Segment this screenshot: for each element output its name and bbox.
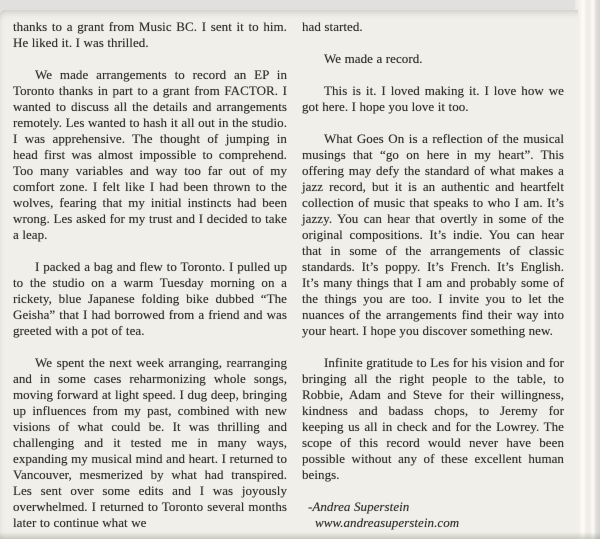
paragraph: What Goes On is a reflection of the musical musings that “go on here in my heart”. This offering may defy the standard of what makes a jazz record, but it is an authentic and heartfelt collection of music that speaks to who I am. It’s jazzy. You can hear that overtly in some of the original compositions. It’s indie. You can hear that in some of the arrangements of classic standards. It’s poppy. It’s French. It’s English. It’s many things that I am and probably some of the things you are too. I invite you to let the nuances of the arrangements find their way into your heart. I hope you discover something new.: [302, 131, 564, 338]
paragraph: We made arrangements to record an EP in Toronto thanks in part to a grant from FACTOR. I wanted to discuss all the details and arrangements remotely. Les wanted to hash it all out in the studio. I was apprehensive. The thought of jumping in head first was almost impossible to comprehend. Too many variables and way too far out of my comfort zone. I felt like I had been thrown to the wolves, fearing that my initial instincts had been wrong. Les asked for my trust and I decided to take a leap.: [13, 67, 287, 242]
right-column: [302, 19, 564, 539]
paragraph: thanks to a grant from Music BC. I sent it to him. He liked it. I was thrilled.: [13, 19, 287, 50]
signature-block: [302, 499, 564, 531]
booklet-page-fore-edge: [575, 0, 600, 539]
left-column: [13, 19, 287, 539]
scan-background-strip: [0, 0, 578, 10]
paragraph: Infinite gratitude to Les for his vision and for bringing all the right people to the table, to Robbie, Adam and Steve for their willingness, kindness and badass chops, to Jeremy for keeping us all in check and for the Lowrey. The scope of this record would never have been possible without any of these excellent human beings.: [302, 355, 564, 482]
paragraph: We spent the next week arranging, rearranging and in some cases reharmonizing whole songs, moving forward at light speed. I dug deep, bringing up influences from my past, combined with new visions of what could be. It was thrilling and challenging and it tested me in many ways, expanding my musical mind and heart. I returned to Vancouver, mesmerized by what had transpired. Les sent over some edits and I was joyously overwhelmed. I returned to Toronto several months later to continue what we: [13, 355, 287, 530]
signature-website: www.andreasuperstein.com: [315, 515, 460, 530]
paragraph: We made a record.: [324, 51, 423, 66]
paragraph: I packed a bag and flew to Toronto. I pulled up to the studio on a warm Tuesday morning on a rickety, blue Japanese folding bike dubbed “The Geisha” that I had borrowed from a friend and was greeted with a pot of tea.: [13, 259, 287, 338]
signature-name: -Andrea Superstein: [308, 499, 410, 514]
booklet-page: [0, 10, 578, 539]
paragraph: This is it. I loved making it. I love how we got here. I hope you love it too.: [302, 83, 564, 114]
paragraph: had started.: [302, 19, 363, 34]
